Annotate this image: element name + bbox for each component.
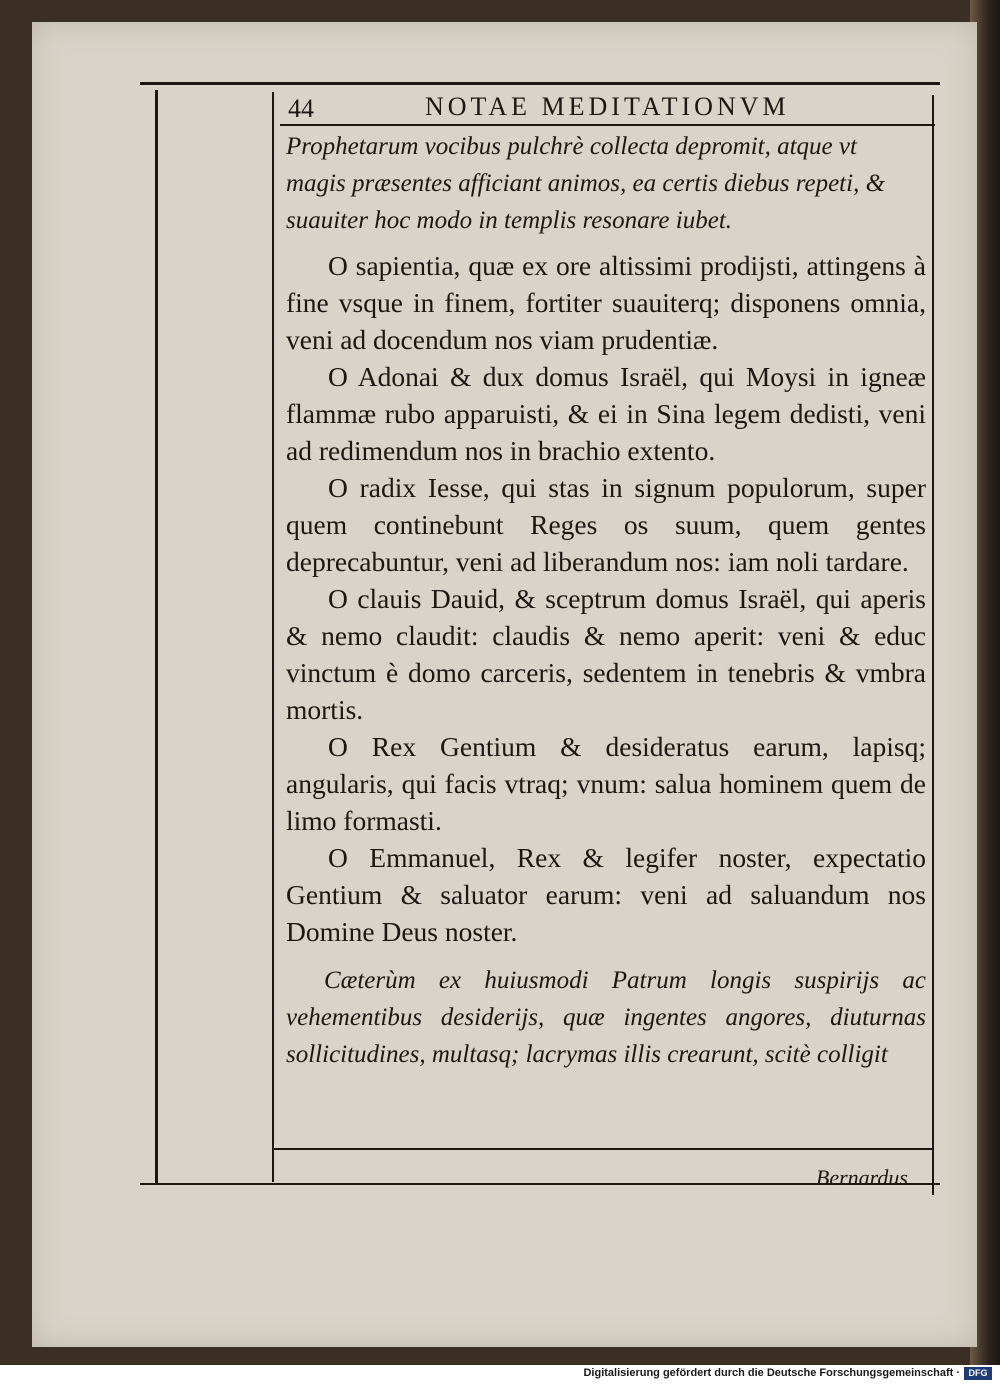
antiphon: O Rex Gentium & desideratus earum, lapisq; angularis, qui facis vtraq; vnum: salua hominem quem de limo formasti. [286, 731, 926, 836]
intro-line: suauiter hoc modo in templis resonare iubet. [286, 207, 733, 234]
dfg-logo: DFG [964, 1367, 992, 1380]
catchword: Bernardus [815, 1165, 908, 1190]
bottom-rule [272, 1148, 934, 1150]
antiphon: O Emmanuel, Rex & legifer noster, expectatio Gentium & saluator earum: veni ad saluandum nos Domine Deus noster. [286, 842, 926, 947]
top-rule [140, 82, 940, 85]
header-rule [280, 124, 935, 126]
antiphon: O clauis Dauid, & sceptrum domus Israël, qui aperis & nemo claudit: claudis & nemo aperit: veni & educ vinctum è domo carceris, sedentem in tenebris & vmbra mortis. [286, 583, 926, 725]
running-head: NOTAE MEDITATIONVM [425, 92, 790, 121]
digitization-credit: Digitalisierung gefördert durch die Deutsche Forschungsgemeinschaft · [583, 1367, 960, 1379]
intro-line: Prophetarum vocibus pulchrè collecta depromit, atque vt [286, 133, 857, 160]
left-outer-rule [155, 90, 158, 1185]
antiphon: O radix Iesse, qui stas in signum populorum, super quem continebunt Reges os suum, quem gentes deprecabuntur, veni ad liberandum nos: iam noli tardare. [286, 472, 926, 577]
antiphon: O Adonai & dux domus Israël, qui Moysi in igneæ flammæ rubo apparuisti, & ei in Sina legem dedisti, veni ad redimendum nos in brachio extento. [286, 361, 926, 466]
text-block [286, 128, 926, 1073]
antiphon-list [286, 247, 926, 950]
right-rule [932, 95, 934, 1195]
intro-line: magis præsentes afficiant animos, ea certis diebus repeti, & [286, 170, 886, 197]
antiphon: O sapientia, quæ ex ore altissimi prodijsti, attingens à fine vsque in finem, fortiter suauiterq; disponens omnia, veni ad docendum nos viam prudentiæ. [286, 250, 926, 355]
page-number: 44 [288, 94, 314, 123]
left-inner-rule [272, 92, 274, 1182]
closing-paragraph: Cæterùm ex huiusmodi Patrum longis suspirijs ac vehementibus desiderijs, quæ ingentes angores, diuturnas sollicitudines, multasq; lacrymas illis crearunt, scitè colligit [286, 967, 926, 1068]
